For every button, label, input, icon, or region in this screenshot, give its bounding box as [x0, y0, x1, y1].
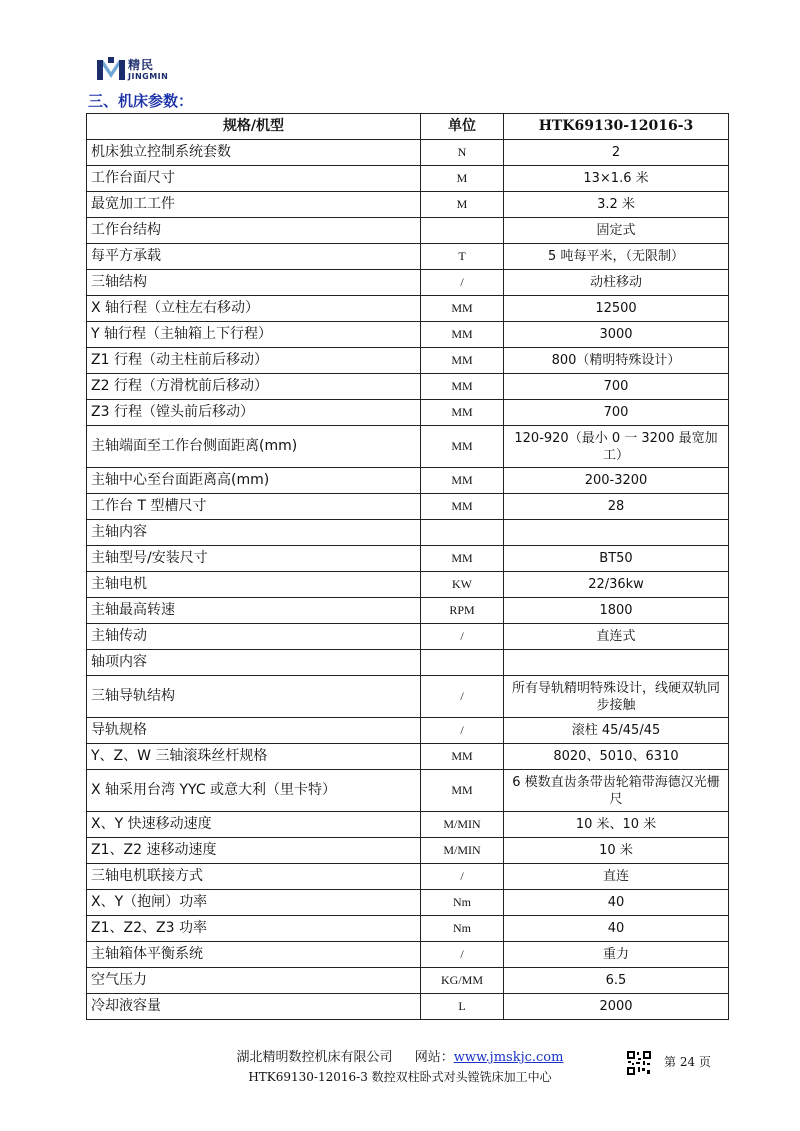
value-cell: 直连: [504, 864, 729, 890]
value-cell: 3000: [504, 322, 729, 348]
spec-name-cell: Z1、Z2 速移动速度: [87, 838, 421, 864]
unit-cell: /: [421, 864, 504, 890]
table-row: [87, 546, 729, 572]
unit-cell: /: [421, 270, 504, 296]
spec-name-cell: Z1、Z2、Z3 功率: [87, 916, 421, 942]
value-cell: 12500: [504, 296, 729, 322]
table-row: [87, 426, 729, 468]
spec-name-cell: 每平方承载: [87, 244, 421, 270]
spec-name-cell: X、Y 快速移动速度: [87, 812, 421, 838]
spec-name-cell: 机床独立控制系统套数: [87, 140, 421, 166]
header-model: HTK69130-12016-3: [504, 114, 729, 140]
unit-cell: /: [421, 676, 504, 718]
value-cell: 1800: [504, 598, 729, 624]
table-row: [87, 218, 729, 244]
table-row: [87, 244, 729, 270]
unit-cell: [421, 650, 504, 676]
unit-cell: /: [421, 718, 504, 744]
spec-name-cell: Z2 行程（方滑枕前后移动）: [87, 374, 421, 400]
footer-site-link[interactable]: www.jmskjc.com: [453, 1050, 564, 1065]
section-title: 三、机床参数：: [88, 92, 194, 110]
value-cell: 22/36kw: [504, 572, 729, 598]
table-row: [87, 140, 729, 166]
value-cell: [504, 650, 729, 676]
footer-company: 湖北精明数控机床有限公司: [236, 1050, 393, 1065]
value-cell: 所有导轨精明特殊设计，线硬双轨同步接触: [504, 676, 729, 718]
spec-name-cell: Z3 行程（镗头前后移动）: [87, 400, 421, 426]
value-cell: 动柱移动: [504, 270, 729, 296]
unit-cell: M: [421, 166, 504, 192]
value-cell: [504, 520, 729, 546]
value-cell: 10 米、10 米: [504, 812, 729, 838]
spec-name-cell: Y、Z、W 三轴滚珠丝杆规格: [87, 744, 421, 770]
table-row: [87, 624, 729, 650]
unit-cell: MM: [421, 374, 504, 400]
spec-name-cell: 主轴箱体平衡系统: [87, 942, 421, 968]
value-cell: 10 米: [504, 838, 729, 864]
spec-name-cell: 三轴结构: [87, 270, 421, 296]
value-cell: 700: [504, 374, 729, 400]
spec-name-cell: 空气压力: [87, 968, 421, 994]
value-cell: 40: [504, 890, 729, 916]
unit-cell: MM: [421, 322, 504, 348]
value-cell: 滚柱 45/45/45: [504, 718, 729, 744]
unit-cell: M/MIN: [421, 812, 504, 838]
unit-cell: KW: [421, 572, 504, 598]
spec-name-cell: 最宽加工工件: [87, 192, 421, 218]
unit-cell: MM: [421, 400, 504, 426]
value-cell: 800（精明特殊设计）: [504, 348, 729, 374]
value-cell: 700: [504, 400, 729, 426]
table-row: [87, 718, 729, 744]
spec-name-cell: 主轴端面至工作台侧面距离(mm): [87, 426, 421, 468]
value-cell: 13×1.6 米: [504, 166, 729, 192]
table-row: [87, 676, 729, 718]
table-row: [87, 166, 729, 192]
spec-name-cell: 轴项内容: [87, 650, 421, 676]
spec-name-cell: 主轴传动: [87, 624, 421, 650]
logo-text-en: JINGMIN: [128, 72, 169, 81]
table-row: [87, 468, 729, 494]
table-row: [87, 400, 729, 426]
unit-cell: [421, 520, 504, 546]
unit-cell: Nm: [421, 916, 504, 942]
value-cell: 3.2 米: [504, 192, 729, 218]
footer-site-label: 网站：: [414, 1050, 454, 1065]
spec-name-cell: 工作台结构: [87, 218, 421, 244]
spec-name-cell: 主轴中心至台面距离高(mm): [87, 468, 421, 494]
footer-doc-title: HTK69130-12016-3 数控双柱卧式对头镗铣床加工中心: [248, 1070, 552, 1084]
spec-name-cell: 主轴电机: [87, 572, 421, 598]
unit-cell: MM: [421, 296, 504, 322]
table-row: [87, 572, 729, 598]
spec-name-cell: X 轴行程（立柱左右移动）: [87, 296, 421, 322]
unit-cell: MM: [421, 426, 504, 468]
spec-name-cell: 冷却液容量: [87, 994, 421, 1020]
unit-cell: MM: [421, 744, 504, 770]
table-row: [87, 322, 729, 348]
table-row: [87, 598, 729, 624]
unit-cell: MM: [421, 770, 504, 812]
table-row: [87, 994, 729, 1020]
value-cell: 直连式: [504, 624, 729, 650]
table-row: [87, 744, 729, 770]
table-row: [87, 864, 729, 890]
unit-cell: MM: [421, 546, 504, 572]
value-cell: 固定式: [504, 218, 729, 244]
value-cell: 6 模数直齿条带齿轮箱带海德汉光栅尺: [504, 770, 729, 812]
table-row: [87, 296, 729, 322]
unit-cell: M/MIN: [421, 838, 504, 864]
header-spec: 规格/机型: [87, 114, 421, 140]
value-cell: 重力: [504, 942, 729, 968]
unit-cell: L: [421, 994, 504, 1020]
spec-name-cell: Y 轴行程（主轴箱上下行程）: [87, 322, 421, 348]
unit-cell: MM: [421, 348, 504, 374]
unit-cell: T: [421, 244, 504, 270]
value-cell: 5 吨每平米，（无限制）: [504, 244, 729, 270]
spec-name-cell: 导轨规格: [87, 718, 421, 744]
table-row: [87, 520, 729, 546]
table-row: [87, 916, 729, 942]
table-row: [87, 348, 729, 374]
table-row: [87, 968, 729, 994]
spec-name-cell: X、Y（抱闸）功率: [87, 890, 421, 916]
page-number: 第 24 页: [664, 1055, 711, 1069]
table-row: [87, 770, 729, 812]
unit-cell: /: [421, 942, 504, 968]
table-row: [87, 374, 729, 400]
spec-name-cell: 主轴型号/安装尺寸: [87, 546, 421, 572]
unit-cell: Nm: [421, 890, 504, 916]
table-row: [87, 650, 729, 676]
value-cell: 28: [504, 494, 729, 520]
value-cell: 8020、5010、6310: [504, 744, 729, 770]
unit-cell: KG/MM: [421, 968, 504, 994]
value-cell: 2000: [504, 994, 729, 1020]
unit-cell: N: [421, 140, 504, 166]
value-cell: 6.5: [504, 968, 729, 994]
machine-spec-table: [86, 113, 729, 1020]
value-cell: 200-3200: [504, 468, 729, 494]
spec-name-cell: Z1 行程（动主柱前后移动）: [87, 348, 421, 374]
unit-cell: MM: [421, 468, 504, 494]
spec-name-cell: 三轴电机联接方式: [87, 864, 421, 890]
unit-cell: /: [421, 624, 504, 650]
table-row: [87, 270, 729, 296]
table-row: [87, 942, 729, 968]
spec-name-cell: 主轴内容: [87, 520, 421, 546]
unit-cell: MM: [421, 494, 504, 520]
company-logo: [96, 54, 176, 88]
table-row: [87, 838, 729, 864]
spec-name-cell: 工作台 T 型槽尺寸: [87, 494, 421, 520]
value-cell: BT50: [504, 546, 729, 572]
spec-name-cell: 三轴导轨结构: [87, 676, 421, 718]
table-row: [87, 494, 729, 520]
unit-cell: M: [421, 192, 504, 218]
value-cell: 2: [504, 140, 729, 166]
logo-text-cn: 精民: [128, 58, 155, 72]
table-row: [87, 192, 729, 218]
value-cell: 40: [504, 916, 729, 942]
unit-cell: RPM: [421, 598, 504, 624]
value-cell: 120-920（最小 0 一 3200 最宽加工）: [504, 426, 729, 468]
unit-cell: [421, 218, 504, 244]
spec-name-cell: X 轴采用台湾 YYC 或意大利（里卡特）: [87, 770, 421, 812]
table-row: [87, 812, 729, 838]
spec-name-cell: 主轴最高转速: [87, 598, 421, 624]
table-row: [87, 890, 729, 916]
header-unit: 单位: [421, 114, 504, 140]
spec-name-cell: 工作台面尺寸: [87, 166, 421, 192]
jingmin-logo-icon: [96, 56, 126, 84]
table-header-row: [87, 114, 729, 140]
